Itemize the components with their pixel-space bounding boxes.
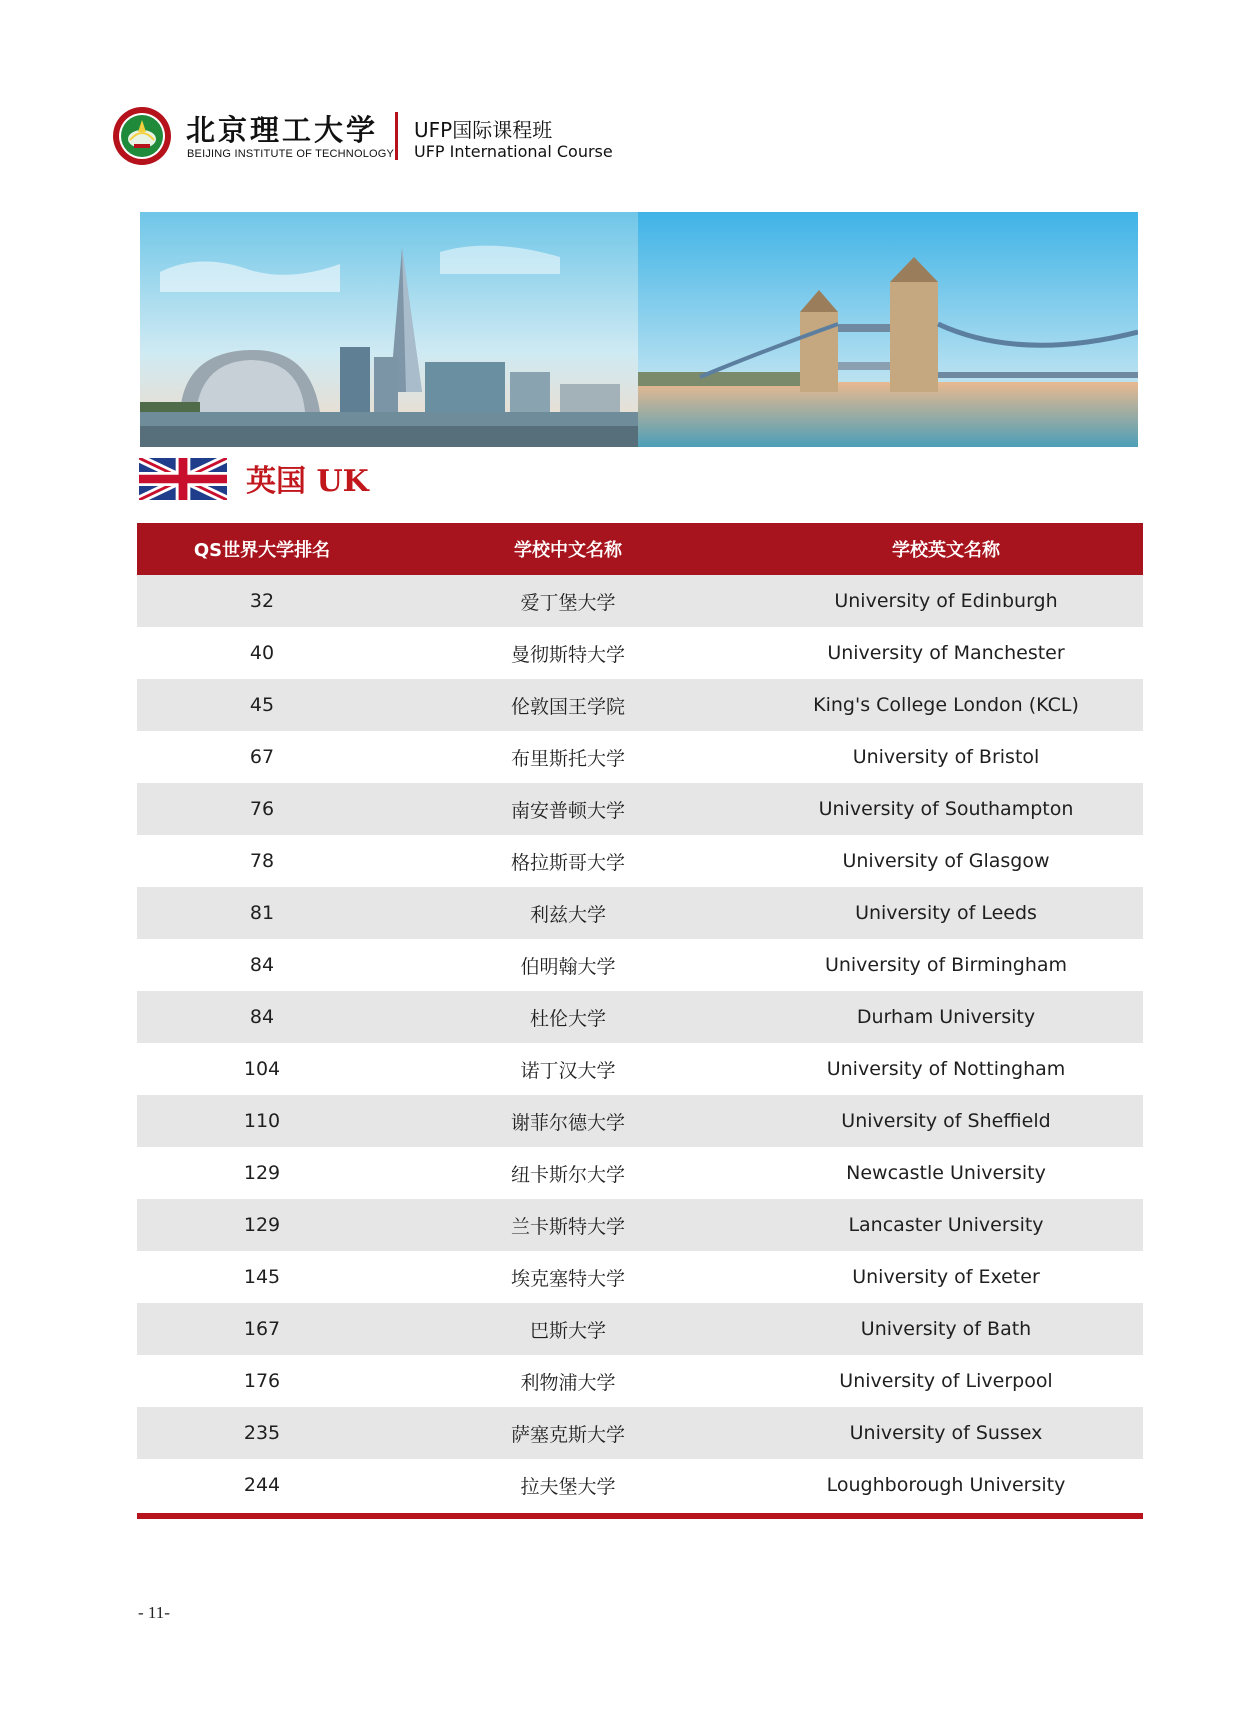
name-en-cell: University of Sheffield	[841, 1110, 1051, 1132]
table-row	[137, 627, 1143, 679]
name-cn-cell: 利物浦大学	[520, 1371, 616, 1394]
table-row	[137, 1251, 1143, 1303]
table-row	[137, 679, 1143, 731]
name-cn-cell: 诺丁汉大学	[520, 1059, 616, 1082]
name-cn-cell: 利兹大学	[529, 903, 606, 926]
london-banner	[140, 212, 1138, 447]
name-en-cell: King's College London (KCL)	[813, 694, 1079, 716]
name-cn-cell: 谢菲尔德大学	[510, 1111, 625, 1134]
uk-flag-icon	[139, 458, 227, 500]
name-cn-cell: 埃克塞特大学	[510, 1267, 625, 1290]
city-skyline-photo	[140, 212, 638, 447]
name-en-cell: University of Leeds	[855, 902, 1037, 924]
rank-cell: 67	[249, 746, 275, 768]
header-name-en: 学校英文名称	[892, 540, 1000, 561]
rank-cell: 110	[243, 1110, 281, 1132]
rank-cell: 76	[249, 798, 275, 820]
name-en-cell: University of Liverpool	[839, 1370, 1053, 1392]
table-row	[137, 887, 1143, 939]
section-title: 英国 UK	[246, 464, 369, 499]
name-en-cell: Lancaster University	[848, 1214, 1044, 1236]
name-en-cell: Loughborough University	[826, 1474, 1066, 1496]
rank-cell: 40	[249, 642, 275, 664]
name-en-cell: University of Glasgow	[842, 850, 1050, 872]
page-number: - 11-	[138, 1603, 170, 1622]
name-en-cell: University of Edinburgh	[834, 590, 1058, 612]
table-row	[137, 731, 1143, 783]
rank-cell: 235	[243, 1422, 281, 1444]
name-en-cell: University of Bath	[860, 1318, 1032, 1340]
rank-cell: 32	[249, 590, 275, 612]
table-header	[137, 523, 1143, 575]
table-row	[137, 1407, 1143, 1459]
name-cn-cell: 布里斯托大学	[510, 747, 625, 770]
table-bottom-rule	[137, 1513, 1143, 1519]
name-cn-cell: 巴斯大学	[529, 1319, 606, 1342]
name-en-cell: University of Manchester	[827, 642, 1065, 664]
course-name-en: UFP International Course	[414, 142, 613, 161]
name-cn-cell: 兰卡斯特大学	[510, 1215, 625, 1238]
rank-cell: 176	[243, 1370, 281, 1392]
table-row	[137, 783, 1143, 835]
name-cn-cell: 萨塞克斯大学	[510, 1423, 625, 1446]
university-ranking-table	[137, 523, 1143, 1519]
name-en-cell: University of Sussex	[849, 1422, 1043, 1444]
table-row	[137, 939, 1143, 991]
name-en-cell: Durham University	[856, 1006, 1036, 1028]
rank-cell: 81	[249, 902, 275, 924]
table-row	[137, 1095, 1143, 1147]
table-row	[137, 575, 1143, 627]
name-cn-cell: 拉夫堡大学	[520, 1475, 616, 1498]
course-name-cn: UFP国际课程班	[414, 118, 553, 142]
rank-cell: 84	[249, 954, 275, 976]
rank-cell: 84	[249, 1006, 275, 1028]
university-name-cn: 北京理工大学	[186, 113, 379, 147]
rank-cell: 104	[243, 1058, 281, 1080]
name-en-cell: University of Nottingham	[826, 1058, 1066, 1080]
rank-cell: 78	[249, 850, 275, 872]
name-cn-cell: 纽卡斯尔大学	[510, 1163, 625, 1186]
table-row	[137, 1303, 1143, 1355]
tower-bridge-photo	[638, 212, 1138, 447]
name-cn-cell: 曼彻斯特大学	[510, 643, 625, 666]
page-header	[112, 104, 672, 168]
name-cn-cell: 伯明翰大学	[520, 955, 616, 978]
name-cn-cell: 伦敦国王学院	[510, 695, 625, 718]
rank-cell: 45	[249, 694, 275, 716]
header-divider	[395, 112, 398, 160]
name-en-cell: Newcastle University	[846, 1162, 1046, 1184]
table-row	[137, 1147, 1143, 1199]
name-en-cell: University of Birmingham	[824, 954, 1068, 976]
name-en-cell: University of Bristol	[852, 746, 1040, 768]
name-en-cell: University of Exeter	[852, 1266, 1040, 1288]
rank-cell: 167	[243, 1318, 281, 1340]
name-cn-cell: 格拉斯哥大学	[510, 851, 625, 874]
table-row	[137, 1199, 1143, 1251]
university-name-en: BEIJING INSTITUTE OF TECHNOLOGY	[187, 148, 395, 160]
table-row	[137, 1043, 1143, 1095]
header-qs-rank: QS世界大学排名	[193, 540, 331, 561]
table-row	[137, 1355, 1143, 1407]
name-cn-cell: 南安普顿大学	[510, 799, 625, 822]
table-row	[137, 991, 1143, 1043]
header-name-cn: 学校中文名称	[514, 540, 622, 561]
table-row	[137, 835, 1143, 887]
table-row	[137, 1459, 1143, 1511]
name-en-cell: University of Southampton	[818, 798, 1074, 820]
name-cn-cell: 爱丁堡大学	[520, 591, 616, 614]
university-seal-icon	[112, 106, 172, 166]
rank-cell: 129	[243, 1214, 281, 1236]
rank-cell: 244	[243, 1474, 281, 1496]
rank-cell: 145	[243, 1266, 281, 1288]
name-cn-cell: 杜伦大学	[529, 1007, 606, 1030]
rank-cell: 129	[243, 1162, 281, 1184]
